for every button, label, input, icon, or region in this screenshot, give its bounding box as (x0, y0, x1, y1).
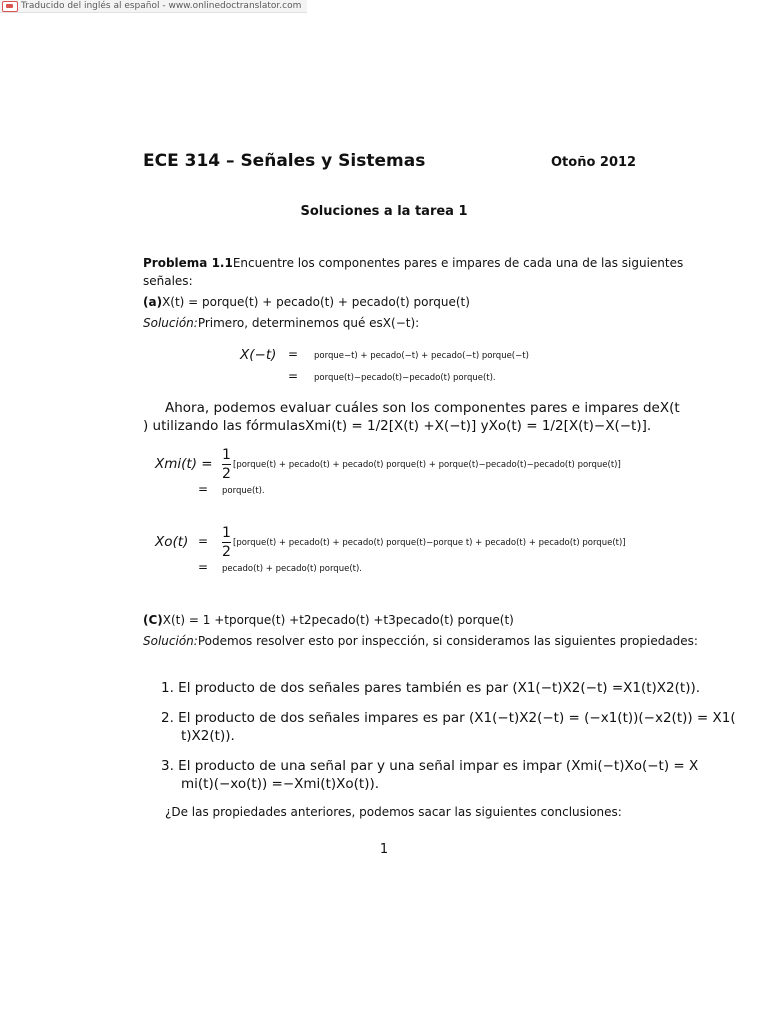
problem-line-1 (143, 256, 683, 270)
list-item-3-line-1: 3. El producto de una señal par y una señal impar es impar (Xmi(−t)Xo(−t) = X (161, 758, 699, 774)
list-item-2-line-1: 2. El producto de dos señales impares es par (X1(−t)X2(−t) = (−x1(t))(−x2(t)) = X1( (161, 710, 736, 726)
list-item-1: 1. El producto de dos señales pares también es par (X1(−t)X2(−t) =X1(t)X2(t)). (161, 680, 701, 696)
part-a-line (143, 295, 470, 309)
eq1-equals-2: = (288, 369, 299, 383)
eq3-lhs: Xo(t) (155, 534, 189, 550)
eq2-row-2: porque(t). (222, 486, 265, 496)
eq2-fraction (222, 447, 231, 482)
eq1-row-1: porque−t) + pecado(−t) + pecado(−t) porque(−t) (314, 351, 529, 361)
translation-banner[interactable] (0, 0, 307, 13)
translate-icon (2, 1, 18, 12)
part-c-label: (C) (143, 613, 163, 627)
solution-label: Solución: (143, 316, 198, 330)
eq3-equals-2: = (198, 560, 209, 574)
paragraph-line-2: ) utilizando las fórmulasXmi(t) = 1/2[X(t) +X(−t)] yXo(t) = 1/2[X(t)−X(−t)]. (143, 418, 652, 434)
eq1-row-2: porque(t)−pecado(t)−pecado(t) porque(t). (314, 373, 496, 383)
document-title: ECE 314 – Señales y Sistemas (143, 151, 426, 171)
fraction-bar (222, 464, 231, 465)
part-c-expression: X(t) = 1 +tporque(t) +t2pecado(t) +t3pecado(t) porque(t) (162, 613, 514, 627)
document-subtitle: Soluciones a la tarea 1 (300, 204, 468, 219)
eq3-row-1: [porque(t) + pecado(t) + pecado(t) porque(t)−porque t) + pecado(t) + pecado(t) porque(t)] (233, 538, 626, 548)
list-item-2-line-2: t)X2(t)). (181, 728, 235, 744)
part-c-line (143, 613, 514, 627)
problem-label: Problema 1.1 (143, 256, 233, 270)
eq3-equals: = (198, 534, 209, 548)
eq2-row-1: [porque(t) + pecado(t) + pecado(t) porque(t) + porque(t)−pecado(t)−pecado(t) porque(t)] (233, 460, 621, 470)
eq2-denominator: 2 (222, 466, 231, 482)
solution-c-text: Podemos resolver esto por inspección, si consideramos las siguientes propiedades: (197, 634, 698, 648)
eq2-lhs: Xmi(t) = (155, 456, 213, 472)
page-number: 1 (379, 842, 389, 857)
list-item-3-line-2: mi(t)(−xo(t)) =−Xmi(t)Xo(t)). (181, 776, 380, 792)
eq3-denominator: 2 (222, 544, 231, 560)
eq3-numerator: 1 (222, 525, 231, 541)
problem-text-1: Encuentre los componentes pares e impares de cada una de las siguientes (232, 256, 684, 270)
part-a-label: (a) (143, 295, 163, 309)
conclusion-text: ¿De las propiedades anteriores, podemos sacar las siguientes conclusiones: (165, 805, 622, 819)
part-a-expression: X(t) = porque(t) + pecado(t) + pecado(t) porque(t) (162, 295, 470, 309)
fraction-bar (222, 542, 231, 543)
solution-a-line (143, 316, 419, 330)
solution-c-label: Solución: (143, 634, 198, 648)
banner-text: Traducido del inglés al español - www.onlinedoctranslator.com (21, 1, 302, 11)
eq2-equals-2: = (198, 482, 209, 496)
eq2-numerator: 1 (222, 447, 231, 463)
problem-text-2: señales: (143, 274, 193, 288)
solution-text: Primero, determinemos qué esX(−t): (197, 316, 420, 330)
eq1-equals: = (288, 347, 299, 361)
solution-c-line (143, 634, 698, 648)
eq3-row-2: pecado(t) + pecado(t) porque(t). (222, 564, 362, 574)
eq3-fraction (222, 525, 231, 560)
document-term: Otoño 2012 (551, 155, 637, 170)
eq1-lhs: X(−t) (240, 347, 277, 363)
paragraph-line-1: Ahora, podemos evaluar cuáles son los componentes pares e impares deX(t (165, 400, 680, 416)
